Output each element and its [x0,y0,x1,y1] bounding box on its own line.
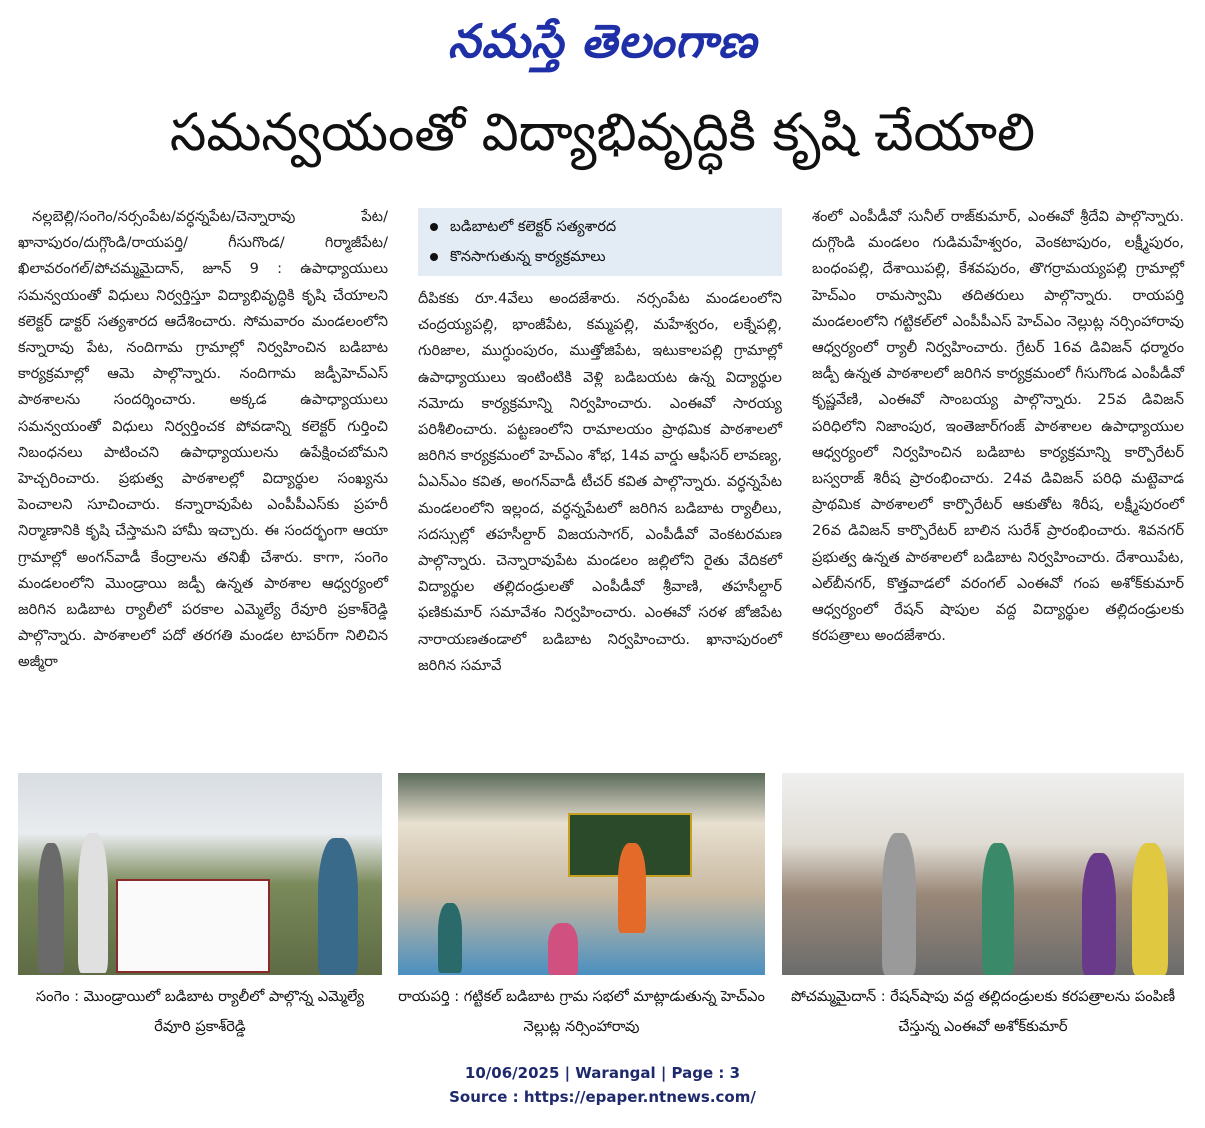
article-column-3 [812,204,1184,649]
edition-info: 10/06/2025 | Warangal | Page : 3 [464,1064,741,1082]
photo-caption: పోచమ్మమైదాన్ : రేషన్‌షాపు వద్ద తల్లిదండ్రులకు కరపత్రాలను పంపిణీ చేస్తున్న ఎంఈవో అశోక్‌కుమార్ [790,988,1176,1035]
news-photo-rally [18,773,382,975]
bullet-icon [430,253,438,261]
news-photo-meeting [398,773,765,975]
article-text: నల్లబెల్లి/సంగెం/నర్సంపేట/వర్ధన్నపేట/చెన్నారావు పేట/ఖానాపురం/దుగ్గొండి/రాయపర్తి/ గీసుగొండ/ గిర్మాజీపేట/ఖిలావరంగల్/పోచమ్మమైదాన్, జూన్ 9 : ఉపాధ్యాయులు సమన్వయంతో విధులు నిర్వర్తిస్తూ విద్యాభివృద్ధికి కృషి చేయాలని కలెక్టర్ డాక్టర్ సత్యశారద ఆదేశించారు. సోమవారం మండలంలోని కన్నారావు పేట, నందిగామ గ్రామాల్లో నిర్వహించిన బడిబాట కార్యక్రమాల్లో ఆమె పాల్గొన్నారు. నందిగామ జడ్పీహెచ్ఎస్ పాఠశాలను సందర్శించారు. అక్కడ ఉపాధ్యాయులు సమన్వయంతో విధులు నిర్వర్తించక పోవడాన్ని కలెక్టర్ గుర్తించి నిబంధనలు పాటించని ఉపాధ్యాయులను ఉపేక్షించబోమని హెచ్చరించారు. ప్రభుత్వ పాఠశాలల్లో విద్యార్థుల సంఖ్యను పెంచాలని సూచించారు. కన్నారావుపేట ఎంపీపీఎస్‌కు ప్రహరీ నిర్మాణానికి కృషి చేస్తామని హామీ ఇచ్చారు. ఈ సందర్భంగా ఆయా గ్రామాల్లో అంగన్‌వాడీ కేంద్రాలను తనిఖీ చేశారు. కాగా, సంగెం మండలంలోని మొండ్రాయి జడ్పీ ఉన్నత పాఠశాల ఆధ్వర్యంలో జరిగిన బడిబాట ర్యాలీలో పరకాల ఎమ్మెల్యే రేవూరి ప్రకాశ్‌రెడ్డి పాల్గొన్నారు. పాఠశాలలో పదో తరగతి మండల టాపర్‌గా నిలిచిన అజ్మీరా [18,208,388,671]
article-column-2 [418,286,782,679]
photo-caption: సంగెం : మొండ్రాయిలో బడిబాట ర్యాలీలో పాల్గొన్న ఎమ్మెల్యే రేవూరి ప్రకాశ్‌రెడ్డి [35,988,365,1035]
highlight-item [430,244,606,270]
highlight-text: కొనసాగుతున్న కార్యక్రమాలు [450,249,606,265]
masthead: నమస్తే తెలంగాణ [447,14,758,68]
bullet-icon [430,223,438,231]
news-photo-ration-shop [782,773,1184,975]
headline: సమన్వయంతో విద్యాభివృద్ధికి కృషి చేయాలి [169,103,1036,163]
article-text: దీపికకు రూ.4వేలు అందజేశారు. నర్సంపేట మండలంలోని చంద్రయ్యపల్లి, భాంజీపేట, కమ్మపల్లి, మహేశ్వరం, లక్నేపల్లి, గురిజాల, ముగ్ధుంపురం, ముత్తోజిపేట, ఇటుకాలపల్లి గ్రామాల్లో ఉపాధ్యాయులు ఇంటింటికి వెళ్లి బడిబయట ఉన్న విద్యార్థుల నమోదు కార్యక్రమాన్ని నిర్వహించారు. ఎంఈవో సారయ్య పరిశీలించారు. పట్టణంలోని రామాలయం ప్రాథమిక పాఠశాలలో జరిగిన కార్యక్రమంలో హెచ్ఎం శోభ, 14వ వార్డు ఆఫీసర్ లావణ్య, ఏఎన్ఎం కవిత, అంగన్‌వాడీ టీచర్ కవిత పాల్గొన్నారు. వర్ధన్నపేట మండలంలోని ఇల్లంద, వర్ధన్నపేటలో జరిగిన బడిబాట ర్యాలీలు, సదస్సుల్లో తహసీల్దార్ విజయసాగర్, ఎంపీడీవో వెంకటరమణ పాల్గొన్నారు. చెన్నారావుపేట మండలం జల్లిలోని రైతు వేదికలో విద్యార్థుల తల్లిదండ్రులతో ఎంపీడీవో శ్రీవాణి, తహసీల్దార్ ఫణికుమార్ సమావేశం నిర్వహించారు. ఎంఈవో సరళ జోజిపేట నారాయణతండాలో బడిబాట నిర్వహించారు. ఖానాపురంలో జరిగిన సమావే [418,290,782,674]
source-link[interactable]: Source : https://epaper.ntnews.com/ [449,1088,756,1106]
highlight-item [430,214,616,240]
highlight-text: బడిబాటలో కలెక్టర్ సత్యశారద [450,219,617,235]
highlights-box [418,208,782,276]
article-column-1 [18,204,388,676]
article-text: శంలో ఎంపీడీవో సునీల్ రాజ్‌కుమార్, ఎంఈవో శ్రీదేవి పాల్గొన్నారు. దుగ్గొండి మండలం గుడిమహేశ్వరం, వెంకటాపురం, లక్ష్మీపురం, బంధంపల్లి, దేశాయిపల్లి, కేశవపురం, తొగర్రామయ్యపల్లి గ్రామాల్లో హెచ్ఎం రామస్వామి తదితరులు పాల్గొన్నారు. రాయపర్తి మండలంలోని గట్టికల్‌లో ఎంపీపీఎస్ హెచ్ఎం నెల్లుట్ల నర్సింహారావు ఆధ్వర్యంలో ర్యాలీ నిర్వహించారు. గ్రేటర్ 16వ డివిజన్ ధర్మారం జడ్పీ ఉన్నత పాఠశాలలో జరిగిన కార్యక్రమంలో గీసుగొండ ఎంపీడీవో కృష్ణవేణి, ఎంఈవో సాంబయ్య పాల్గొన్నారు. 25వ డివిజన్ పరిధిలోని నిజాంపుర, ఇంతెజార్‌గంజ్ పాఠశాలల ఉపాధ్యాయుల ఆధ్వర్యంలో నిర్వహించిన బడిబాట కార్యక్రమాన్ని కార్పొరేటర్ బస్వరాజ్ శిరీష ప్రారంభించారు. 24వ డివిజన్ పరిధి మట్టెవాడ ప్రాథమిక పాఠశాలలో కార్పొరేటర్ ఆకుతోట శిరీష, లక్ష్మీపురంలో 26వ డివిజన్ కార్పొరేటర్ బాలిన సురేశ్ ప్రారంభించారు. శివనగర్ ప్రభుత్వ ఉన్నత పాఠశాలలో బడిబాట నిర్వహించారు. దేశాయిపేట, ఎల్‌బీనగర్, కొత్తవాడలో వరంగల్ ఎంఈవో గంప అశోక్‌కుమార్ ఆధ్వర్యంలో రేషన్ షాపుల వద్ద విద్యార్థుల తల్లిదండ్రులకు కరపత్రాలు అందజేశారు. [812,208,1184,645]
photo-caption: రాయపర్తి : గట్టికల్ బడిబాట గ్రామ సభలో మాట్లాడుతున్న హెచ్ఎం నెల్లుట్ల నర్సింహారావు [398,988,765,1035]
